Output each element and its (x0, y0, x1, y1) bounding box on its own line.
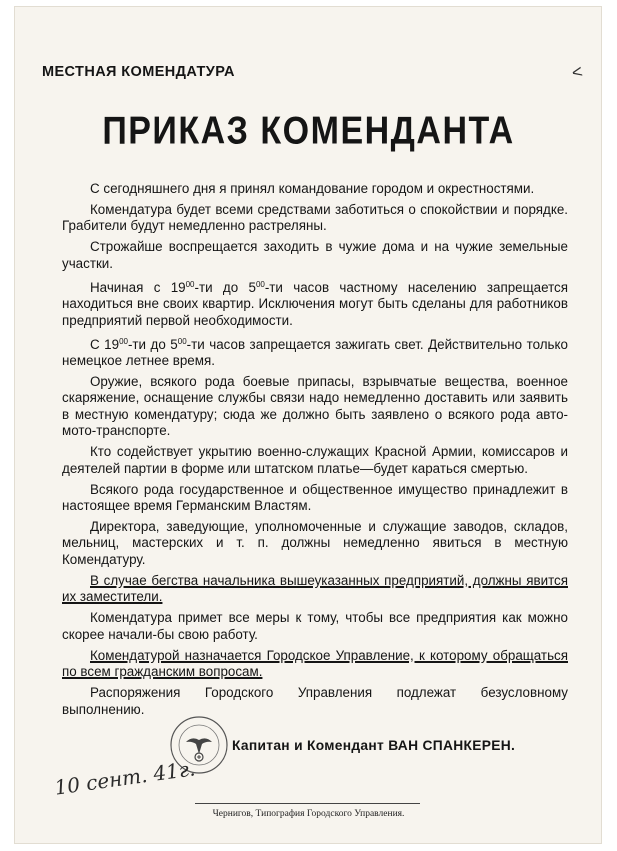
paragraph-9: Директора, заведующие, уполномоченные и служащие заводов, складов, мельниц, мастерских и т. п. должны немедленно явиться в местную Комендатуру. (62, 519, 568, 567)
paragraph-1: С сегодняшнего дня я принял командование городом и окрестностями. (90, 181, 535, 196)
pencil-mark: ˂ (569, 61, 585, 83)
footer-divider (195, 803, 420, 804)
handwritten-date-note: 10 сент. 41г. (53, 756, 197, 800)
order-body (62, 181, 568, 723)
paragraph-12: Комендатурой назначается Городское Управление, к которому обращаться по всем гражданским вопросам. (62, 647, 568, 680)
paragraph-8: Всякого рода государственное и общественное имущество принадлежит в настоящее время Германским Властям. (62, 481, 568, 514)
printer-footer: Чернигов, Типография Городского Управления. (212, 809, 405, 819)
paragraph-6: Оружие, всякого рода боевые припасы, взрывчатые вещества, военное скаряжение, оснащение службы связи надо немедленно доставить или заявить в местную комендатуру; сюда же должно быть заявлено о всякого рода авто-мото-транспорте. (62, 374, 568, 439)
paragraph-3: Строжайше воспрещается заходить в чужие дома и на чужие земельные участки. (62, 239, 568, 271)
paragraph-7: Кто содействует укрытию военно-служащих Красной Армии, комиссаров и деятелей партии в форме или штатском платье—будет караться смертью. (62, 444, 568, 476)
paragraph-11: Комендатура примет все меры к тому, чтобы все предприятия как можно скорее начали-бы свою работу. (62, 610, 568, 642)
document-title: ПРИКАЗ КОМЕНДАНТА (102, 109, 515, 153)
office-header: МЕСТНАЯ КОМЕНДАТУРА (42, 64, 235, 80)
paragraph-5: С $19^{00}-ти$ до $5^{00}-ти$ часов запрещается зажигать свет. Действительно только немецкое летнее время. (62, 336, 568, 369)
paragraph-2: Комендатура будет всеми средствами заботиться о спокойствии и порядке. Грабители будут немедленно растреляны. (62, 202, 568, 234)
commandant-signature: Капитан и Комендант ВАН СПАНКЕРЕН. (232, 738, 516, 753)
paragraph-13: Распоряжения Городского Управления подлежат безусловному выполнению. (62, 685, 568, 717)
paragraph-10: В случае бегства начальника вышеуказанных предприятий, должны явится их заместители. (62, 572, 568, 605)
paragraph-4: Начиная с $19^{00}-ти$ до $5^{00}-ти$ часов частному населению запрещается находиться вне своих квартир. Исключения могут быть сделаны для работников предприятий первой необходимости. (62, 279, 569, 328)
